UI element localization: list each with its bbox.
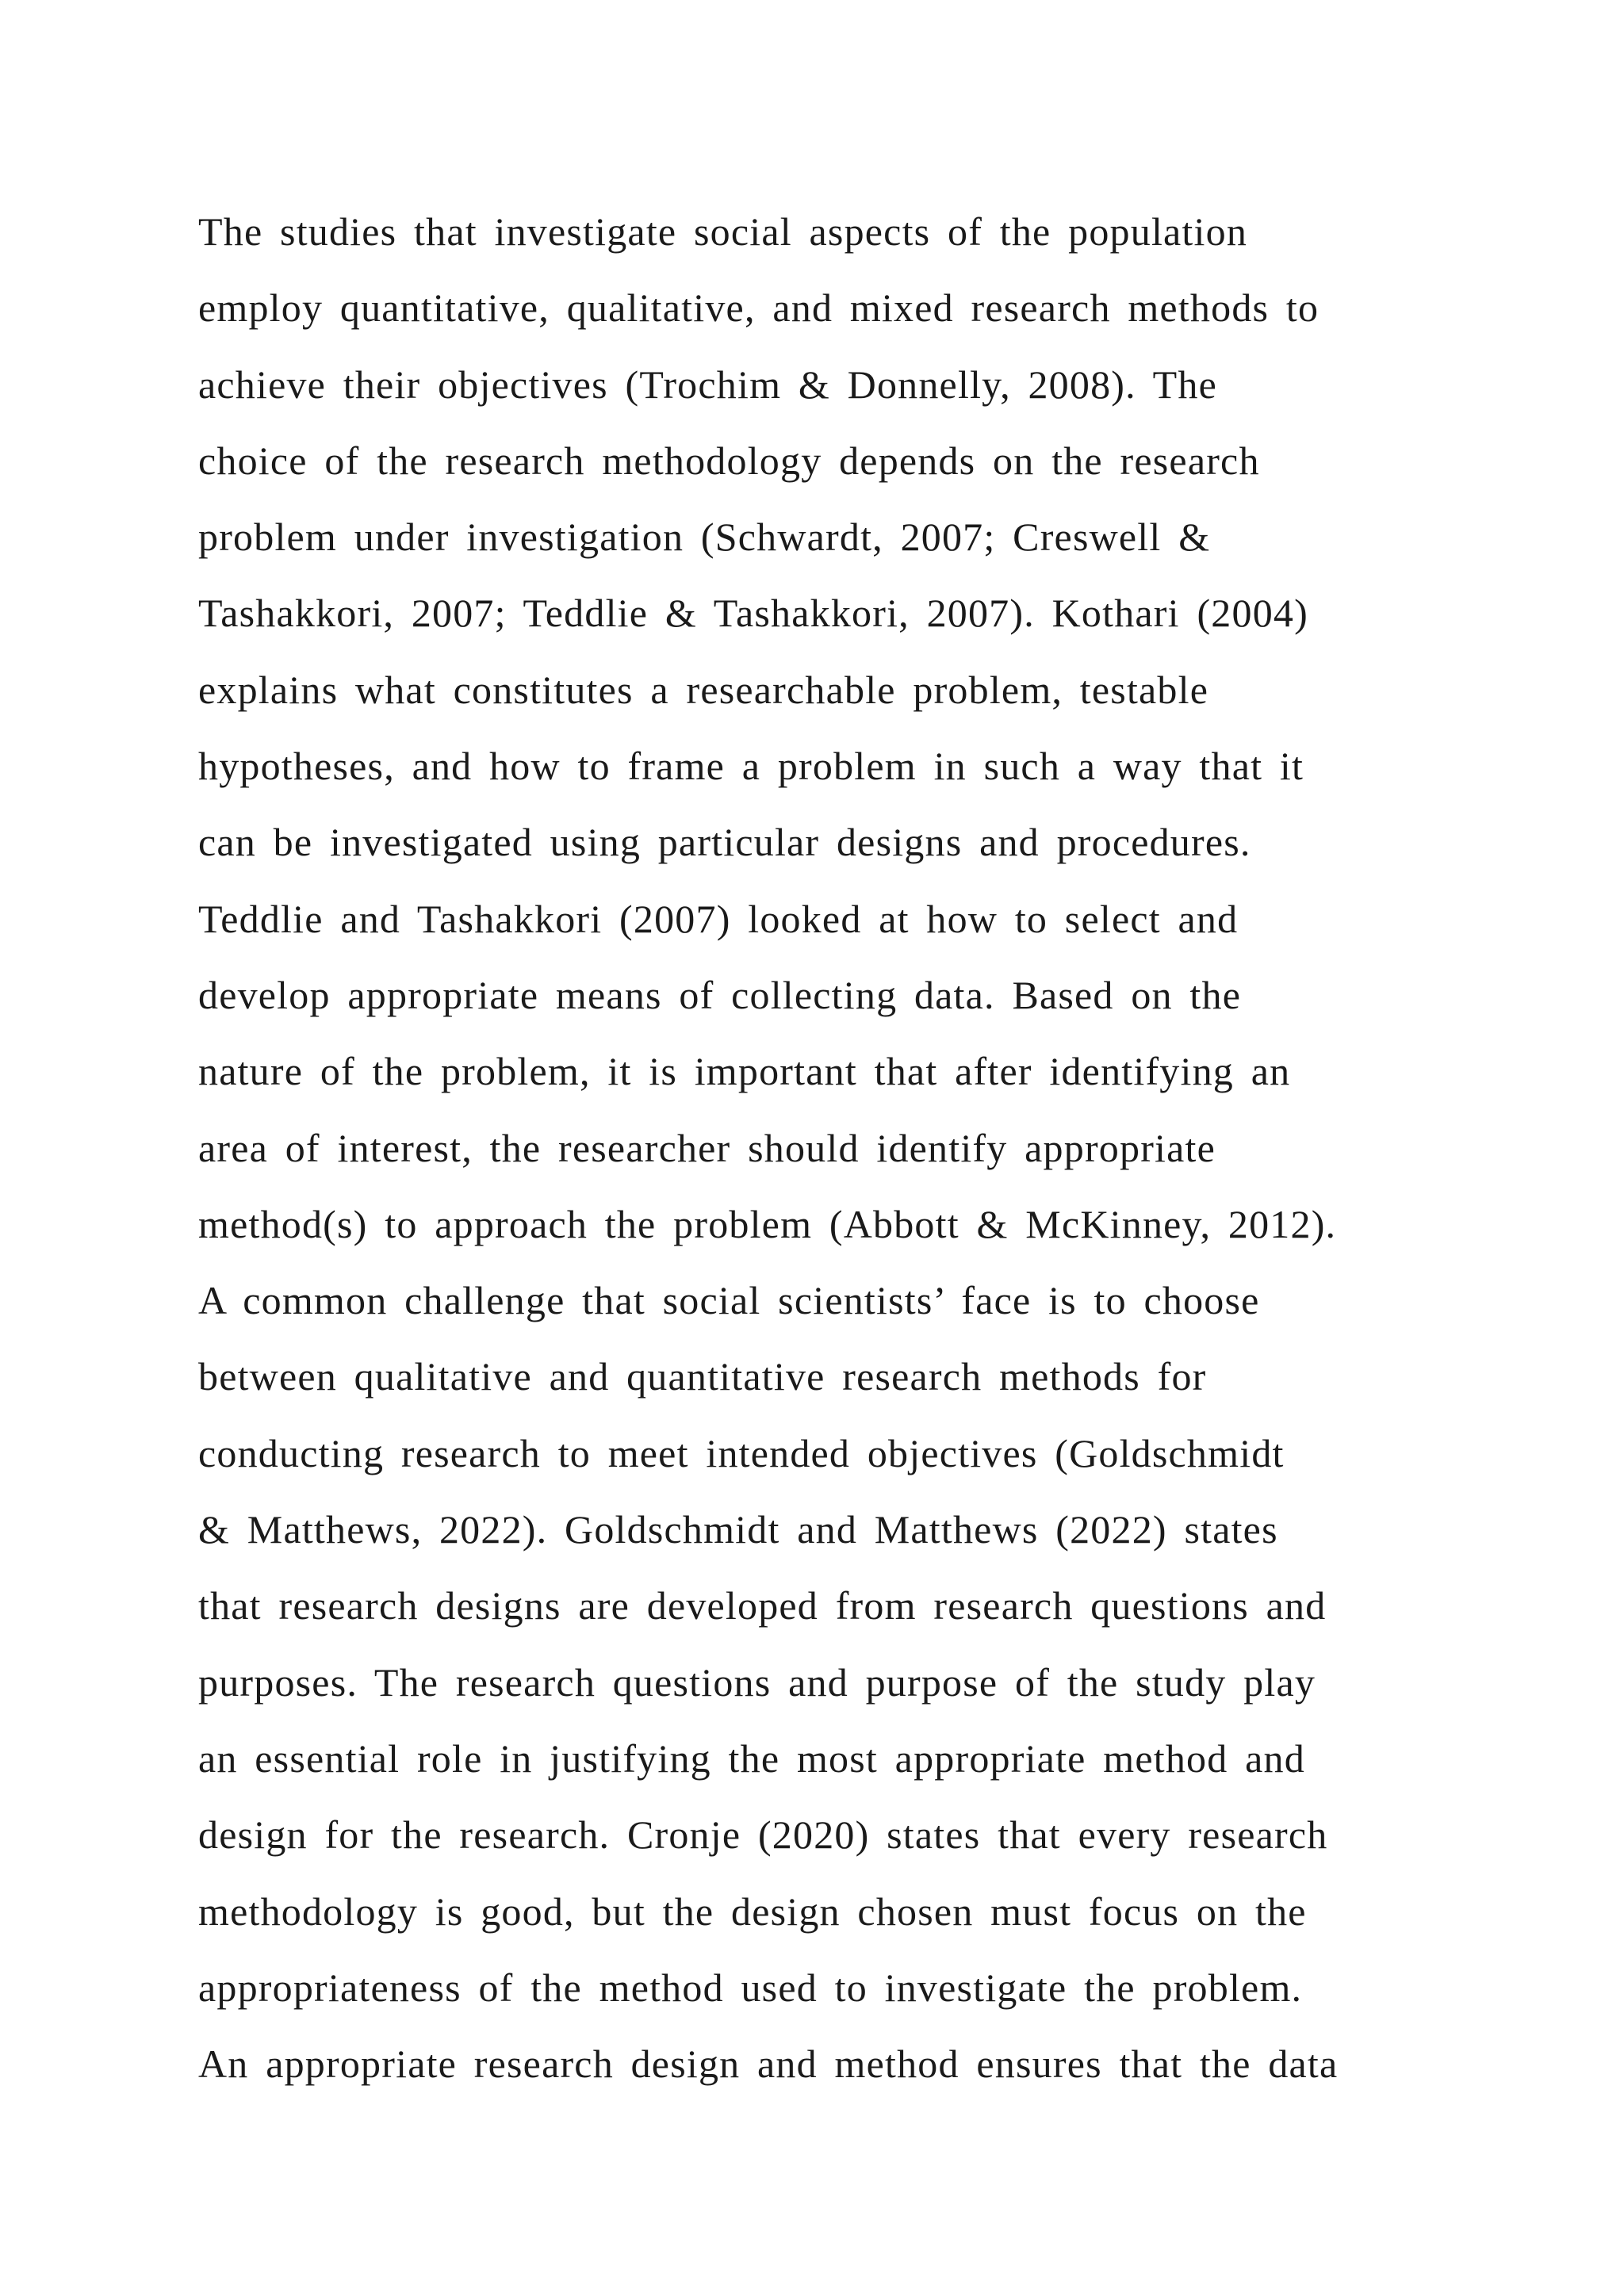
text-line: An appropriate research design and method ensures that the data — [198, 2042, 1339, 2087]
text-line: can be investigated using particular designs and procedures. — [198, 820, 1251, 865]
text-line: between qualitative and quantitative research methods for — [198, 1354, 1207, 1399]
text-line: purposes. The research questions and purpose of the study play — [198, 1659, 1316, 1705]
text-line: area of interest, the researcher should identify appropriate — [198, 1125, 1216, 1170]
text-line: problem under investigation (Schwardt, 2007; Creswell & — [198, 515, 1211, 560]
text-line: hypotheses, and how to frame a problem in such a way that it — [198, 744, 1304, 789]
text-line: The studies that investigate social aspects of the population — [198, 209, 1248, 254]
text-line: achieve their objectives (Trochim & Donnelly, 2008). The — [198, 362, 1217, 407]
text-line: that research designs are developed from research questions and — [198, 1583, 1327, 1628]
text-line: develop appropriate means of collecting data. Based on the — [198, 972, 1242, 1017]
text-line: nature of the problem, it is important that after identifying an — [198, 1049, 1291, 1094]
text-line: Tashakkori, 2007; Teddlie & Tashakkori, 2007). Kothari (2004) — [198, 591, 1308, 636]
text-line: employ quantitative, qualitative, and mixed research methods to — [198, 285, 1320, 331]
text-line: choice of the research methodology depends on the research — [198, 438, 1260, 483]
text-line: conducting research to meet intended objectives (Goldschmidt — [198, 1430, 1285, 1475]
text-line: explains what constitutes a researchable problem, testable — [198, 667, 1209, 712]
text-line: methodology is good, but the design chosen must focus on the — [198, 1888, 1307, 1934]
text-line: appropriateness of the method used to investigate the problem. — [198, 1965, 1303, 2010]
text-line: design for the research. Cronje (2020) states that every research — [198, 1812, 1328, 1858]
text-line: Teddlie and Tashakkori (2007) looked at how to select and — [198, 896, 1239, 941]
text-line: method(s) to approach the problem (Abbott & McKinney, 2012). — [198, 1201, 1337, 1246]
text-line: A common challenge that social scientists’ face is to choose — [198, 1278, 1260, 1323]
body-paragraph — [198, 193, 1435, 2102]
text-line: an essential role in justifying the most appropriate method and — [198, 1735, 1305, 1781]
text-line: & Matthews, 2022). Goldschmidt and Matthews (2022) states — [198, 1507, 1278, 1552]
